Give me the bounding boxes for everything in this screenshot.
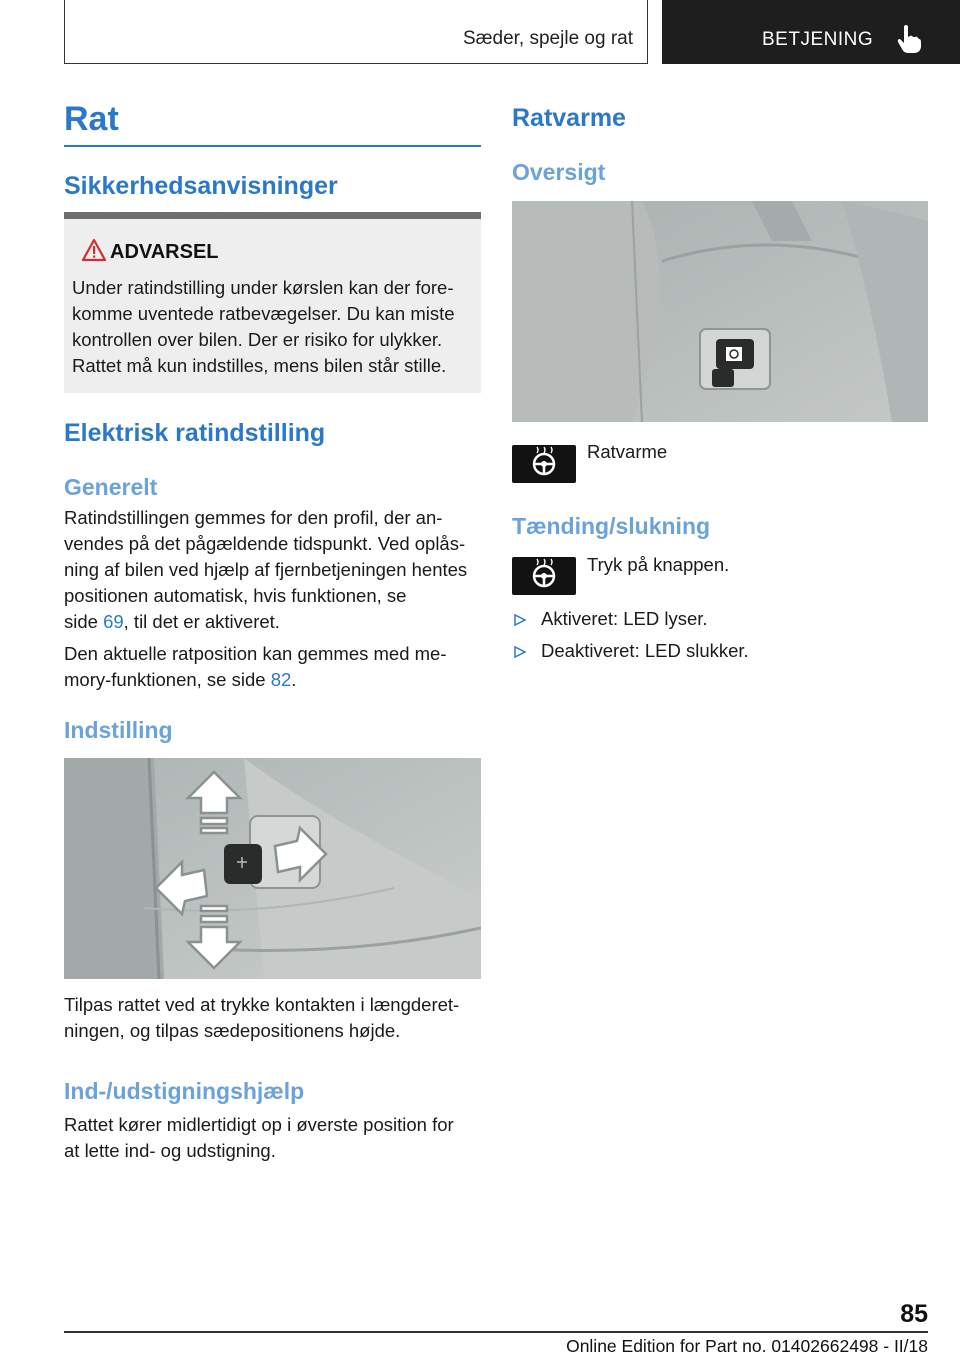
heating-button-drawing [512,201,928,422]
footer-divider [64,1331,928,1333]
setting-heading: Indstilling [64,717,173,743]
page-link-82[interactable]: 82 [270,669,292,690]
steering-heat-icon [512,445,576,483]
overview-heading: Oversigt [512,159,606,185]
text-line [64,609,484,635]
warning-box [64,212,481,393]
page-link-69[interactable]: 69 [103,611,124,632]
list-item [512,606,928,638]
title-divider [64,145,481,147]
text-line: ningen, og tilpas sædepositionens højde. [64,1020,401,1041]
text-fragment: , til det er aktiveret. [123,611,280,632]
general-heading: Generelt [64,474,158,500]
press-text: Tryk på knappen. [587,554,730,575]
memory-paragraph [64,641,484,693]
warning-line: Under ratindstilling under kørslen kan der fore- [72,277,454,298]
page-title: Rat [64,100,119,138]
header-section-title: Sæder, spejle og rat [462,28,633,49]
setting-caption [64,992,484,1044]
warning-title: ADVARSEL [110,241,219,263]
header-chapter-tab [662,0,960,64]
triangle-right-icon [514,614,526,626]
header-chapter-title: BETJENING [762,29,874,50]
text-line: positionen automatisk, hvis funktionen, se [64,585,407,606]
text-line [64,667,484,693]
header-section-box [64,0,648,64]
text-fragment: . [291,669,297,690]
heating-heading: Ratvarme [512,104,626,132]
list-item [512,638,928,670]
text-line: at lette ind- og udstigning. [64,1140,276,1161]
entry-paragraph [64,1112,484,1164]
warning-line: komme uventede ratbevægelser. Du kan miste [72,303,455,324]
footer-edition: Online Edition for Part no. 01402662498 - II/18 [566,1336,928,1356]
general-paragraph [64,505,484,635]
bullet-text: Deaktiveret: LED slukker. [541,640,749,661]
triangle-right-icon [514,646,526,658]
safety-heading: Sikkerhedsanvisninger [64,172,338,200]
text-fragment: mory-funktionen, se side [64,669,271,690]
warning-triangle-icon [81,238,107,262]
electric-heading: Elektrisk ratindstilling [64,419,326,447]
bullet-text: Aktiveret: LED lyser. [541,608,708,629]
steering-column-drawing [64,758,481,979]
warning-text [72,275,477,379]
onoff-heading: Tænding/slukning [512,513,711,539]
text-fragment: side [64,611,104,632]
heating-button-label: Ratvarme [587,441,668,462]
text-line: Tilpas rattet ved at trykke kontakten i længderet- [64,994,460,1015]
onoff-button-thumbnail [512,557,576,595]
text-line: Ratindstillingen gemmes for den profil, der an- [64,507,443,528]
steering-heat-icon [512,557,576,595]
warning-line: kontrollen over bilen. Der er risiko for ulykker. [72,329,443,350]
page-number: 85 [900,1300,928,1328]
steering-adjust-illustration [64,758,481,979]
text-line: ning af bilen ved hjælp af fjernbetjeningen hentes [64,559,468,580]
text-line: vendes på det pågældende tidspunkt. Ved oplås- [64,533,466,554]
entry-heading: Ind-/udstigningshjælp [64,1078,305,1104]
steering-heating-illustration [512,201,928,422]
text-line: Rattet kører midlertidigt op i øverste position for [64,1114,454,1135]
warning-line: Rattet må kun indstilles, mens bilen står stille. [72,355,447,376]
status-bullet-list [512,606,928,670]
text-line: Den aktuelle ratposition kan gemmes med me- [64,643,447,664]
hand-pointer-icon [896,24,922,54]
heating-button-thumbnail [512,445,576,483]
